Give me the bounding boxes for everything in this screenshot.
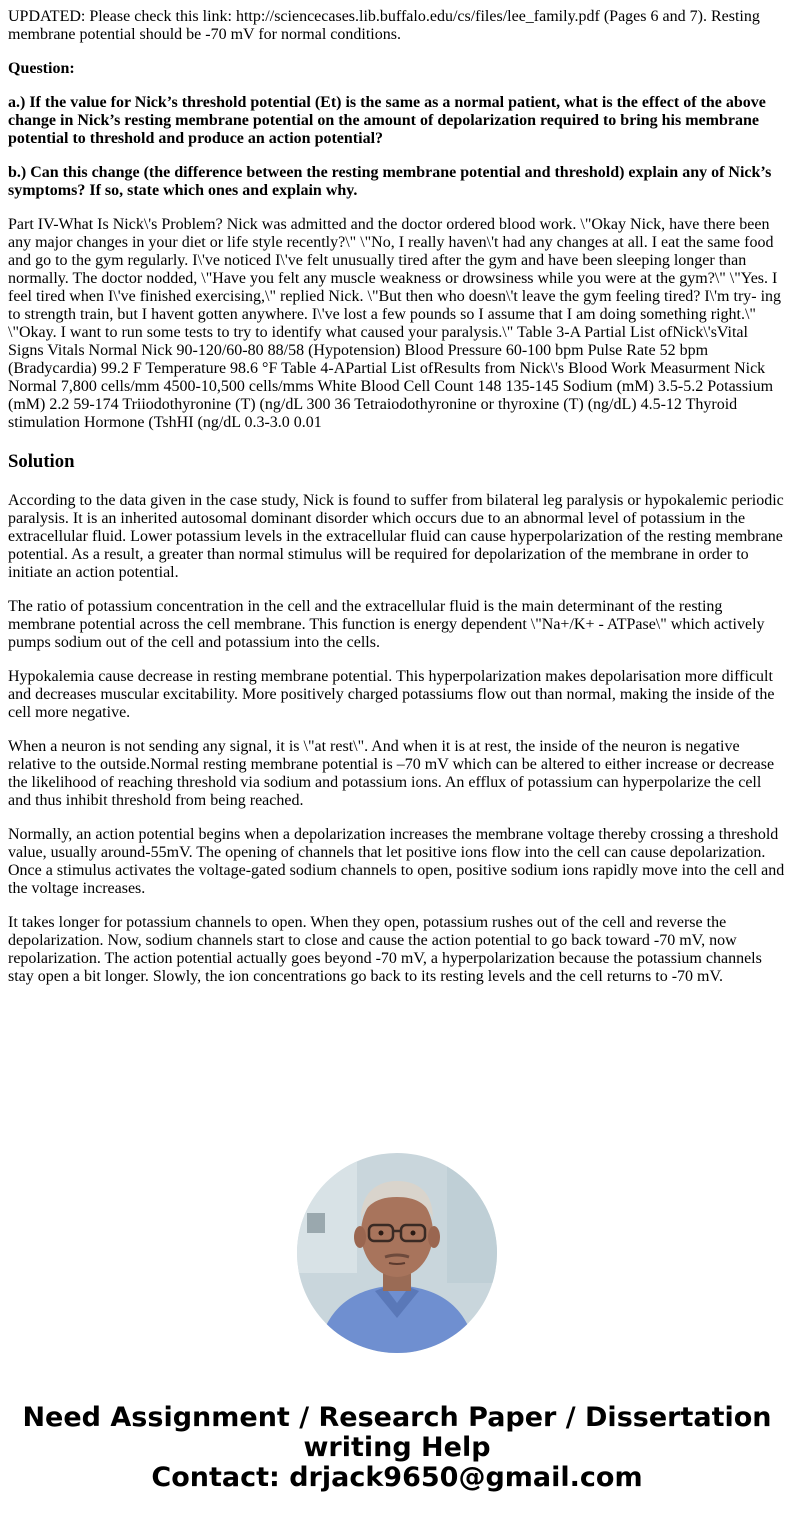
update-note: UPDATED: Please check this link: http://sciencecases.lib.buffalo.edu/cs/files/lee_family.pdf (Pages 6 and 7). Resting membrane potential should be -70 mV for normal conditions. — [8, 8, 760, 43]
solution-paragraph: When a neuron is not sending any signal, it is \"at rest\". And when it is at rest, the inside of the neuron is negative relative to the outside.Normal resting membrane potential is –70 mV which can be altered to either increase or decrease the likelihood of reaching threshold via sodium and potassium ions. An efflux of potassium can hyperpolarize the cell and thus inhibit threshold from being reached. — [8, 738, 775, 809]
author-avatar — [297, 1153, 497, 1353]
question-a: a.) If the value for Nick’s threshold potential (Et) is the same as a normal patient, what is the effect of the above change in Nick’s resting membrane potential on the amount of depolarization required to bring his membrane potential to threshold and produce an action potential? — [8, 94, 766, 147]
banner-line-1: Need Assignment / Research Paper / Dissertation — [22, 1402, 772, 1433]
case-text: Part IV-What Is Nick\'s Problem? Nick was admitted and the doctor ordered blood work. \"Okay Nick, have there been any major changes in your diet or life style recently?\" \"No, I really haven\'t had any changes at all. I eat the same food and go to the gym regularly. I\'ve noticed I\'ve felt unusually tired after the gym and have been sleeping longer than normally. The doctor nodded, \"Have you felt any muscle weakness or drowsiness while you were at the gym?\" \"Yes. I feel tired when I\'ve finished exercising,\" replied Nick. \"But then who doesn\'t leave the gym feeling tired? I\'m try- ing to strength train, but I havent gotten anywhere. I\'ve lost a few pounds so I assume that I am doing something right.\" \"Okay. I want to run some tests to try to identify what caused your paralysis.\" Table 3-A Partial List ofNick\'sVital Signs Vitals Normal Nick 90-120/60-80 88/58 (Hypotension) Blood Pressure 60-100 bpm Pulse Rate 52 bpm (Bradycardia) 99.2 F Temperature 98.6 °F Table 4-APartial List ofResults from Nick\'s Blood Work Measurment Nick Normal 7,800 cells/mm 4500-10,500 cells/mms White Blood Cell Count 148 135-145 Sodium (mM) 3.5-5.2 Potassium (mM) 2.2 59-174 Triiodothyronine (T) (ng/dL 300 36 Tetraiodothyronine or thyroxine (T) (ng/dL) 4.5-12 Thyroid stimulation Hormone (TshHI (ng/dL 0.3-3.0 0.01 — [8, 216, 782, 431]
banner-contact: Contact: drjack9650@gmail.com — [151, 1462, 643, 1493]
solution-paragraph: It takes longer for potassium channels to open. When they open, potassium rushes out of the cell and reverse the depolarization. Now, sodium channels start to close and cause the action potential to go back toward -70 mV, now repolarization. The action potential actually goes beyond -70 mV, a hyperpolarization because the potassium channels stay open a bit longer. Slowly, the ion concentrations go back to its resting levels and the cell returns to -70 mV. — [8, 914, 762, 985]
question-label: Question: — [8, 60, 75, 77]
author-photo — [297, 1153, 497, 1353]
question-b: b.) Can this change (the difference between the resting membrane potential and threshold) explain any of Nick’s symptoms? If so, state which ones and explain why. — [8, 164, 772, 199]
solution-paragraph: Hypokalemia cause decrease in resting membrane potential. This hyperpolarization makes depolarisation more difficult and decreases muscular excitability. More positively charged potassiums flow out than normal, making the inside of the cell more negative. — [8, 668, 775, 721]
contact-banner — [0, 1403, 794, 1493]
document-body — [8, 0, 786, 1002]
solution-paragraph: Normally, an action potential begins when a depolarization increases the membrane voltage thereby crossing a threshold value, usually around-55mV. The opening of channels that let positive ions flow into the cell can cause depolarization. Once a stimulus activates the voltage-gated sodium channels to open, positive sodium ions rapidly move into the cell and the voltage increases. — [8, 826, 785, 897]
solution-paragraph: According to the data given in the case study, Nick is found to suffer from bilateral leg paralysis or hypokalemic periodic paralysis. It is an inherited autosomal dominant disorder which occurs due to an abnormal level of potassium in the extracellular fluid. Lower potassium levels in the extracellular fluid can cause hyperpolarization of the resting membrane potential. As a result, a greater than normal stimulus will be required for depolarization of the membrane in order to initiate an action potential. — [8, 492, 784, 581]
banner-line-2: writing Help — [303, 1432, 491, 1463]
solution-paragraph: The ratio of potassium concentration in the cell and the extracellular fluid is the main determinant of the resting membrane potential across the cell membrane. This function is energy dependent \"Na+/K+ - ATPase\" which actively pumps sodium out of the cell and potassium into the cells. — [8, 598, 765, 651]
solution-heading: Solution — [8, 451, 75, 472]
